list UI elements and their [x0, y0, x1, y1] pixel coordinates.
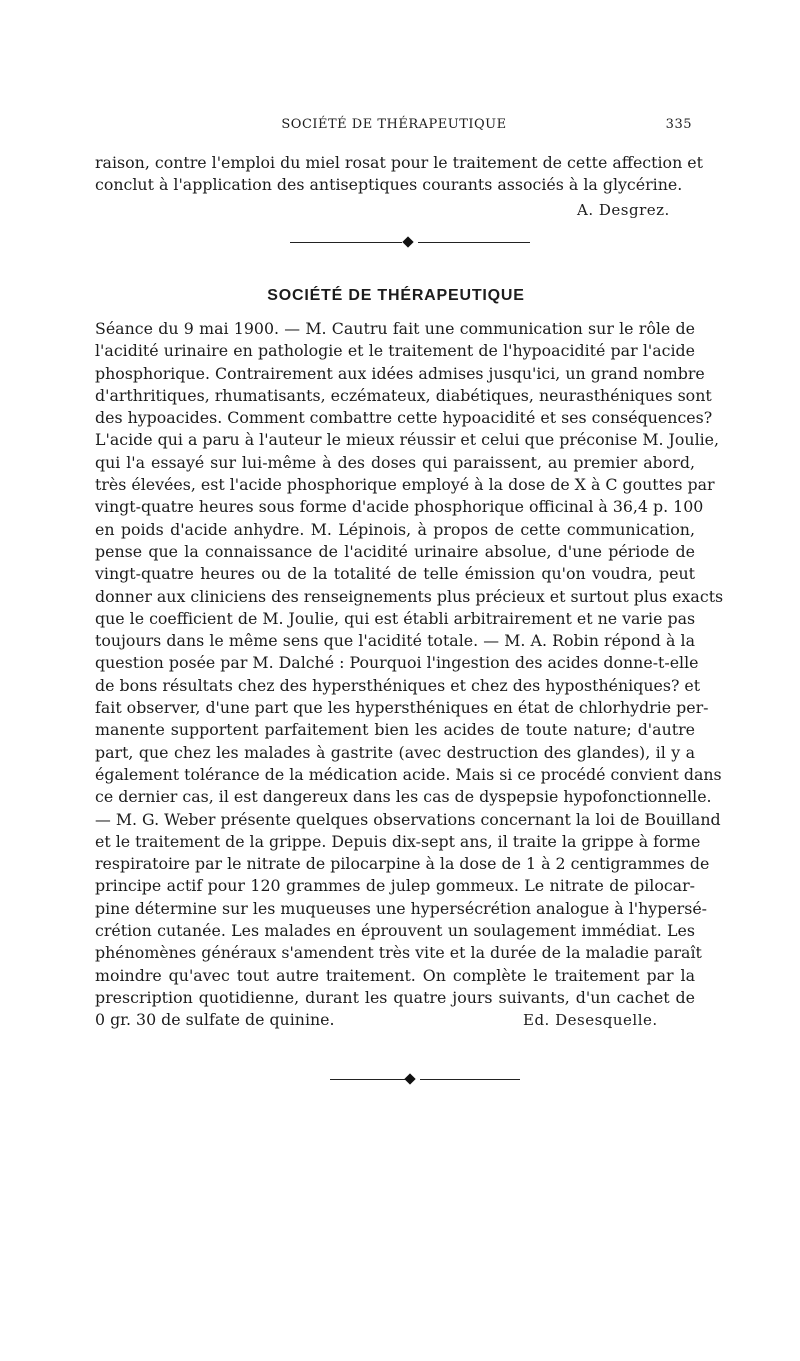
- text-line: 0 gr. 30 de sulfate de quinine.: [95, 1010, 335, 1030]
- text-line: — M. G. Weber présente quelques observations concernant la loi de Bouilland: [95, 809, 721, 829]
- text-line: question posée par M. Dalché : Pourquoi l'ingestion des acides donne-t-elle: [95, 653, 699, 673]
- section-body: [95, 318, 724, 1032]
- text-line: pine détermine sur les muqueuses une hypersécrétion analogue à l'hypersé-: [95, 898, 708, 918]
- page-number: 335: [665, 117, 692, 132]
- text-line: manente supportent parfaitement bien les acides de toute nature; d'autre: [95, 720, 695, 740]
- text-line: raison, contre l'emploi du miel rosat pour le traitement de cette affection et: [95, 153, 703, 172]
- text-line: de bons résultats chez des hypersthéniques et chez des hyposthéniques? et: [95, 675, 701, 695]
- text-line: vingt-quatre heures sous forme d'acide phosphorique officinal à 36,4 p. 100: [95, 497, 704, 517]
- text-line: et le traitement de la grippe. Depuis dix-sept ans, il traite la grippe à forme: [95, 831, 701, 851]
- text-line: moindre qu'avec tout autre traitement. On complète le traitement par la: [95, 965, 695, 985]
- text-line: ce dernier cas, il est dangereux dans les cas de dyspepsie hypofonctionnelle.: [95, 787, 712, 807]
- text-line: en poids d'acide anhydre. M. Lépinois, à propos de cette communication,: [95, 519, 695, 539]
- text-line: crétion cutanée. Les malades en éprouvent un soulagement immédiat. Les: [95, 921, 695, 941]
- text-line: L'acide qui a paru à l'auteur le mieux réussir et celui que préconise M. Joulie,: [95, 430, 720, 450]
- text-line: pense que la connaissance de l'acidité urinaire absolue, d'une période de: [95, 541, 695, 561]
- text-line: également tolérance de la médication acide. Mais si ce procédé convient dans: [95, 764, 722, 784]
- text-line: conclut à l'application des antiseptiques courants associés à la glycérine.: [95, 175, 683, 195]
- text-line: respiratoire par le nitrate de pilocarpine à la dose de 1 à 2 centigrammes de: [95, 854, 710, 874]
- top-paragraph: [95, 152, 703, 197]
- text-line: donner aux cliniciens des renseignements plus précieux et surtout plus exacts: [95, 586, 724, 606]
- text-line: vingt-quatre heures ou de la totalité de telle émission qu'on voudra, peut: [95, 564, 695, 584]
- separator-ornament: [290, 236, 530, 250]
- section-heading: SOCIÉTÉ DE THÉRAPEUTIQUE: [267, 287, 525, 304]
- text-line: toujours dans le même sens que l'acidité totale. — M. A. Robin répond à la: [95, 631, 695, 651]
- text-line: qui l'a essayé sur lui-même à des doses qui paraissent, au premier abord,: [95, 452, 695, 472]
- text-line: Séance du 9 mai 1900. — M. Cautru fait une communication sur le rôle de: [95, 319, 695, 338]
- text-line: que le coefficient de M. Joulie, qui est établi arbitrairement et ne varie pas: [95, 608, 696, 628]
- text-line: phosphorique. Contrairement aux idées admises jusqu'ici, un grand nombre: [95, 363, 705, 383]
- separator-ornament-bottom: [290, 1073, 530, 1087]
- text-line: l'acidité urinaire en pathologie et le traitement de l'hypoacidité par l'acide: [95, 341, 695, 361]
- text-line: d'arthritiques, rhumatisants, eczémateux, diabétiques, neurasthéniques sont: [95, 385, 712, 405]
- text-line: part, que chez les malades à gastrite (avec destruction des glandes), il y a: [95, 742, 695, 762]
- text-line: prescription quotidienne, durant les quatre jours suivants, d'un cachet de: [95, 987, 695, 1007]
- text-line: principe actif pour 120 grammes de julep gommeux. Le nitrate de pilocar-: [95, 876, 695, 896]
- signature-desesquelle: Ed. Desesquelle.: [523, 1011, 658, 1029]
- running-head-title: SOCIÉTÉ DE THÉRAPEUTIQUE: [281, 117, 507, 132]
- text-line: des hypoacides. Comment combattre cette hypoacidité et ses conséquences?: [95, 408, 713, 428]
- running-head: [96, 117, 692, 137]
- signature-desgrez: A. Desgrez.: [577, 201, 670, 219]
- text-line: phénomènes généraux s'amendent très vite et la durée de la maladie paraît: [95, 943, 702, 963]
- text-line: très élevées, est l'acide phosphorique employé à la dose de X à C gouttes par: [95, 475, 715, 495]
- text-line: fait observer, d'une part que les hypersthéniques en état de chlorhydrie per-: [95, 698, 709, 718]
